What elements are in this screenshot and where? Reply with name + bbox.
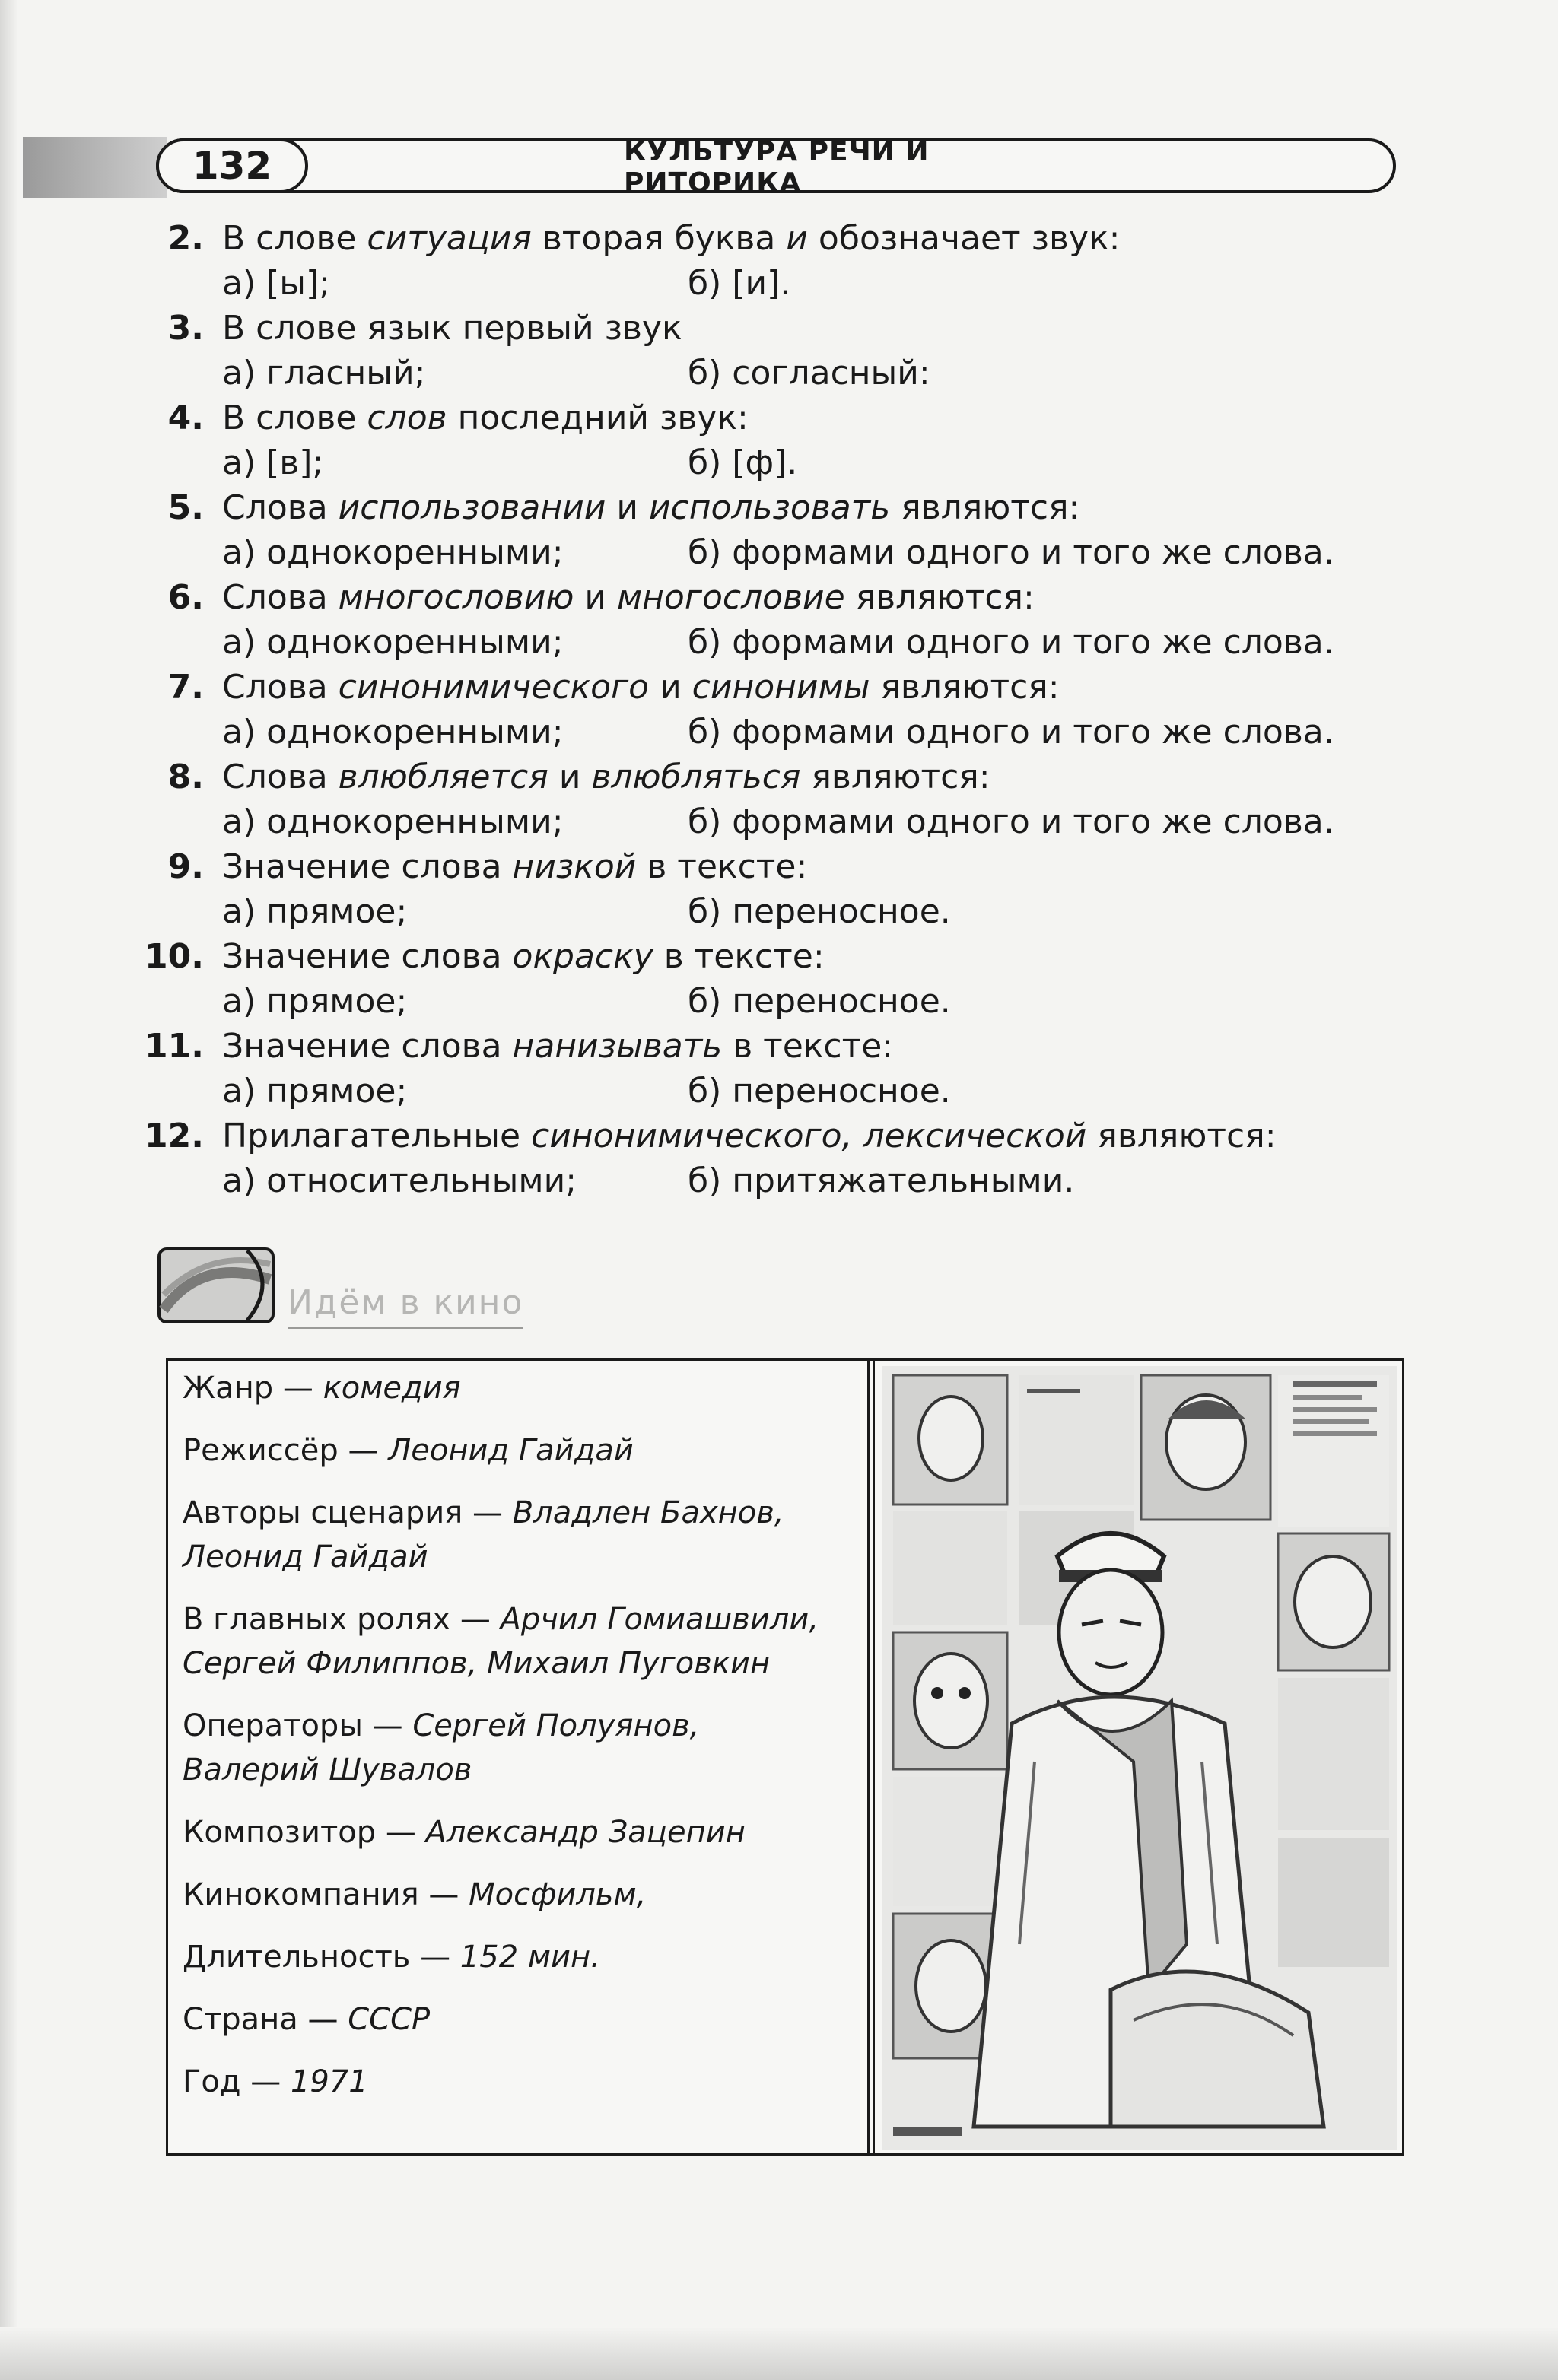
- option-a: а) прямое;: [222, 892, 408, 931]
- question-text: [222, 1114, 1277, 1158]
- question-term: многословие: [616, 578, 845, 617]
- page-number: 132: [156, 138, 308, 193]
- answer-options: [152, 351, 1385, 396]
- question-text-part: являются:: [1086, 1117, 1277, 1155]
- question-term: многословию: [338, 578, 574, 617]
- option-a: а) [в];: [222, 443, 324, 482]
- question-text: [222, 306, 682, 351]
- question-number: 8.: [167, 758, 204, 796]
- film-info-value: Александр Зацепин: [425, 1815, 746, 1850]
- film-info-value: Сергей Филиппов, Михаил Пуговкин: [183, 1646, 771, 1681]
- film-info-value: СССР: [348, 2002, 431, 2037]
- answer-options: [152, 710, 1385, 755]
- film-info-label: Операторы —: [183, 1708, 413, 1743]
- option-a: а) относительными;: [222, 1161, 577, 1200]
- option-a: а) однокоренными;: [222, 623, 564, 662]
- option-a: а) однокоренными;: [222, 533, 564, 572]
- question-number: 6.: [167, 578, 204, 617]
- question-term: синонимического, лексической: [531, 1117, 1087, 1155]
- film-info-value: 1971: [290, 2064, 368, 2099]
- film-info-row: [183, 1935, 852, 1979]
- question-term: использовании: [338, 488, 606, 527]
- film-info-list: [183, 1366, 852, 2122]
- film-info-value: Мосфильм,: [469, 1877, 647, 1912]
- section-title: Идём в кино: [288, 1284, 523, 1329]
- question-text-part: в тексте:: [653, 937, 825, 976]
- option-b: б) притяжательными.: [688, 1161, 1075, 1200]
- question-text-part: и: [574, 578, 617, 617]
- question-text-part: и: [548, 758, 592, 796]
- answer-options: [152, 1158, 1385, 1203]
- film-info-label: Режиссёр —: [183, 1433, 389, 1468]
- film-info-row: [183, 1428, 852, 1473]
- film-info-row: [183, 2060, 852, 2104]
- question-term: слов: [367, 399, 447, 437]
- question-text-part: Значение слова: [222, 847, 513, 886]
- question-text-part: В слове язык первый звук: [222, 309, 682, 348]
- option-b: б) [и].: [688, 264, 791, 303]
- film-info-value: Леонид Гайдай: [183, 1540, 428, 1574]
- question-text-part: В слове: [222, 399, 367, 437]
- option-b: б) формами одного и того же слова.: [688, 623, 1334, 662]
- question-number: 2.: [167, 219, 204, 258]
- question-line: [145, 1024, 1385, 1069]
- film-info-label: Авторы сценария —: [183, 1495, 513, 1530]
- option-b: б) [ф].: [688, 443, 798, 482]
- page-edge-shadow: [0, 0, 18, 2380]
- question-term: нанизывать: [512, 1027, 723, 1066]
- question-line: [145, 934, 1385, 979]
- question-line: [152, 485, 1385, 530]
- answer-options: [152, 799, 1385, 844]
- film-info-label: Композитор —: [183, 1815, 426, 1850]
- question-number: 4.: [167, 399, 204, 437]
- film-info-value: 152 мин.: [459, 1940, 600, 1975]
- question-term: окраску: [512, 937, 653, 976]
- question-number: 3.: [167, 309, 204, 348]
- film-info-value: Сергей Полуянов,: [412, 1708, 700, 1743]
- question-text: [222, 575, 1035, 620]
- question-term: и: [786, 219, 808, 258]
- question-term: влюбляется: [338, 758, 548, 796]
- option-b: б) формами одного и того же слова.: [688, 713, 1334, 751]
- film-info-row: [183, 1997, 852, 2042]
- option-a: а) прямое;: [222, 982, 408, 1021]
- answer-options: [152, 620, 1385, 665]
- option-b: б) формами одного и того же слова.: [688, 802, 1334, 841]
- question-line: [152, 755, 1385, 799]
- question-line: [152, 306, 1385, 351]
- question-number: 11.: [145, 1027, 204, 1066]
- answer-options: [152, 889, 1385, 934]
- question-number: 12.: [145, 1117, 204, 1155]
- question-text-part: являются:: [844, 578, 1035, 617]
- questions-list: [145, 216, 1385, 1203]
- film-info-label: В главных ролях —: [183, 1602, 501, 1637]
- question-text-part: обозначает звук:: [807, 219, 1121, 258]
- question-text-part: являются:: [800, 758, 990, 796]
- film-info-value: Леонид Гайдай: [388, 1433, 634, 1468]
- question-text: [222, 844, 807, 889]
- question-text-part: Слова: [222, 578, 339, 617]
- question-line: [145, 1114, 1385, 1158]
- film-info-row: [183, 1597, 852, 1686]
- film-box-divider: [867, 1358, 875, 2156]
- question-text: [222, 1024, 893, 1069]
- answer-options: [152, 530, 1385, 575]
- question-term: синонимы: [692, 668, 870, 707]
- film-info-value: Валерий Шувалов: [183, 1752, 472, 1787]
- film-info-value: Владлен Бахнов,: [512, 1495, 784, 1530]
- question-text-part: Слова: [222, 488, 339, 527]
- question-line: [152, 844, 1385, 889]
- question-text: [222, 755, 990, 799]
- option-a: а) однокоренными;: [222, 802, 564, 841]
- question-text-part: Значение слова: [222, 1027, 513, 1066]
- option-b: б) переносное.: [688, 1072, 951, 1111]
- question-term: использовать: [648, 488, 891, 527]
- film-info-label: Жанр —: [183, 1371, 323, 1406]
- question-text: [222, 665, 1060, 710]
- answer-options: [152, 1069, 1385, 1114]
- movie-poster-image: [882, 1366, 1397, 2150]
- question-line: [152, 575, 1385, 620]
- bottom-page-shadow: [0, 2327, 1558, 2380]
- question-term: синонимического: [338, 668, 650, 707]
- option-a: а) [ы];: [222, 264, 331, 303]
- film-info-label: Длительность —: [183, 1940, 460, 1975]
- answer-options: [152, 979, 1385, 1024]
- question-term: низкой: [512, 847, 637, 886]
- option-b: б) согласный:: [688, 354, 930, 392]
- option-b: б) формами одного и того же слова.: [688, 533, 1334, 572]
- answer-options: [152, 261, 1385, 306]
- header-gray-band: [23, 137, 167, 198]
- film-info-value: Арчил Гомиашвили,: [500, 1602, 819, 1637]
- film-info-row: [183, 1704, 852, 1792]
- question-line: [152, 396, 1385, 440]
- option-a: а) прямое;: [222, 1072, 408, 1111]
- question-text-part: В слове: [222, 219, 367, 258]
- question-term: влюбляться: [591, 758, 801, 796]
- film-info-label: Кинокомпания —: [183, 1877, 469, 1912]
- question-line: [152, 665, 1385, 710]
- question-number: 7.: [167, 668, 204, 707]
- question-line: [152, 216, 1385, 261]
- film-info-row: [183, 1366, 852, 1410]
- answer-options: [152, 440, 1385, 485]
- question-number: 10.: [145, 937, 204, 976]
- question-text: [222, 216, 1120, 261]
- question-text-part: являются:: [870, 668, 1060, 707]
- question-text-part: в тексте:: [636, 847, 808, 886]
- question-text-part: являются:: [890, 488, 1080, 527]
- question-text: [222, 396, 749, 440]
- film-info-label: Страна —: [183, 2002, 348, 2037]
- option-b: б) переносное.: [688, 892, 951, 931]
- running-title: КУЛЬТУРА РЕЧИ И РИТОРИКА: [624, 136, 930, 199]
- question-term: ситуация: [367, 219, 532, 258]
- question-text-part: Значение слова: [222, 937, 513, 976]
- question-number: 9.: [167, 847, 204, 886]
- question-text-part: и: [606, 488, 649, 527]
- option-a: а) гласный;: [222, 354, 426, 392]
- option-a: а) однокоренными;: [222, 713, 564, 751]
- question-text-part: вторая буква: [531, 219, 787, 258]
- film-info-value: комедия: [323, 1371, 461, 1406]
- film-reel-icon: [156, 1241, 278, 1325]
- film-info-label: Год —: [183, 2064, 291, 2099]
- question-text-part: и: [649, 668, 692, 707]
- option-b: б) переносное.: [688, 982, 951, 1021]
- question-text-part: Слова: [222, 668, 339, 707]
- question-text-part: последний звук:: [447, 399, 749, 437]
- question-text: [222, 485, 1079, 530]
- film-info-row: [183, 1873, 852, 1917]
- question-text: [222, 934, 825, 979]
- question-text-part: Слова: [222, 758, 339, 796]
- question-text-part: в тексте:: [722, 1027, 894, 1066]
- question-text-part: Прилагательные: [222, 1117, 532, 1155]
- film-info-row: [183, 1810, 852, 1854]
- question-number: 5.: [167, 488, 204, 527]
- film-info-row: [183, 1491, 852, 1579]
